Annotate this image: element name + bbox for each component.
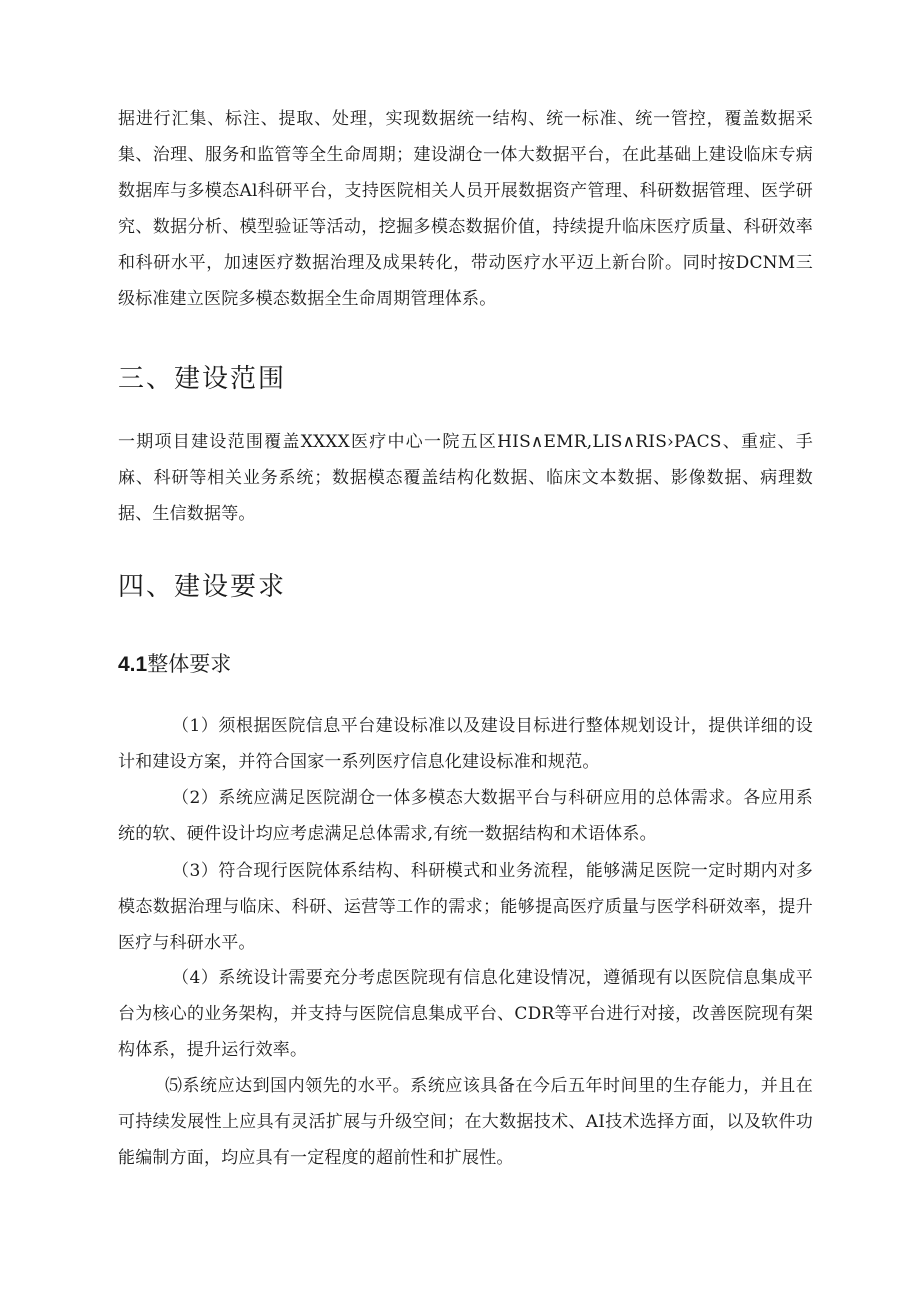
subsection-number: 4.1 bbox=[118, 653, 148, 676]
subsection-title: 整体要求 bbox=[147, 652, 232, 676]
requirement-item-5: ⑸系统应达到国内领先的水平。系统应该具备在今后五年时间里的生存能力，并且在可持续发展性上应具有灵活扩展与升级空间；在大数据技术、AI技术选择方面，以及软件功能编制方面，均应具有一定程度的超前性和扩展性。 bbox=[118, 1076, 813, 1168]
section-3-heading: 三、建设范围 bbox=[118, 364, 287, 394]
subsection-4-1-heading bbox=[118, 648, 231, 678]
section-4-heading: 四、建设要求 bbox=[118, 572, 287, 602]
requirement-item-3: （3）符合现行医院体系结构、科研模式和业务流程，能够满足医院一定时期内对多模态数据治理与临床、科研、运营等工作的需求；能够提高医疗质量与医学科研效率，提升医疗与科研水平。 bbox=[118, 861, 813, 953]
section-3-paragraph: 一期项目建设范围覆盖XXXX医疗中心一院五区HIS∧EMR,LIS∧RIS›PACS、重症、手麻、科研等相关业务系统；数据模态覆盖结构化数据、临床文本数据、影像数据、病理数据、生信数据等。 bbox=[118, 432, 813, 524]
intro-paragraph: 据进行汇集、标注、提取、处理，实现数据统一结构、统一标准、统一管控，覆盖数据采集、治理、服务和监管等全生命周期；建设湖仓一体大数据平台，在此基础上建设临床专病数据库与多模态Al科研平台，支持医院相关人员开展数据资产管理、科研数据管理、医学研究、数据分析、模型验证等活动，挖掘多模态数据价值，持续提升临床医疗质量、科研效率和科研水平，加速医疗数据治理及成果转化，带动医疗水平迈上新台阶。同时按DCNM三级标准建立医院多模态数据全生命周期管理体系。 bbox=[118, 109, 813, 309]
requirement-item-4: （4）系统设计需要充分考虑医院现有信息化建设情况，遵循现有以医院信息集成平台为核心的业务架构，并支持与医院信息集成平台、CDR等平台进行对接，改善医院现有架构体系，提升运行效率。 bbox=[118, 968, 813, 1060]
requirement-item-2: （2）系统应满足医院湖仓一体多模态大数据平台与科研应用的总体需求。各应用系统的软、硬件设计均应考虑满足总体需求,有统一数据结构和术语体系。 bbox=[118, 788, 813, 844]
requirement-item-1: （1）须根据医院信息平台建设标准以及建设目标进行整体规划设计，提供详细的设计和建设方案，并符合国家一系列医疗信息化建设标准和规范。 bbox=[118, 716, 813, 772]
